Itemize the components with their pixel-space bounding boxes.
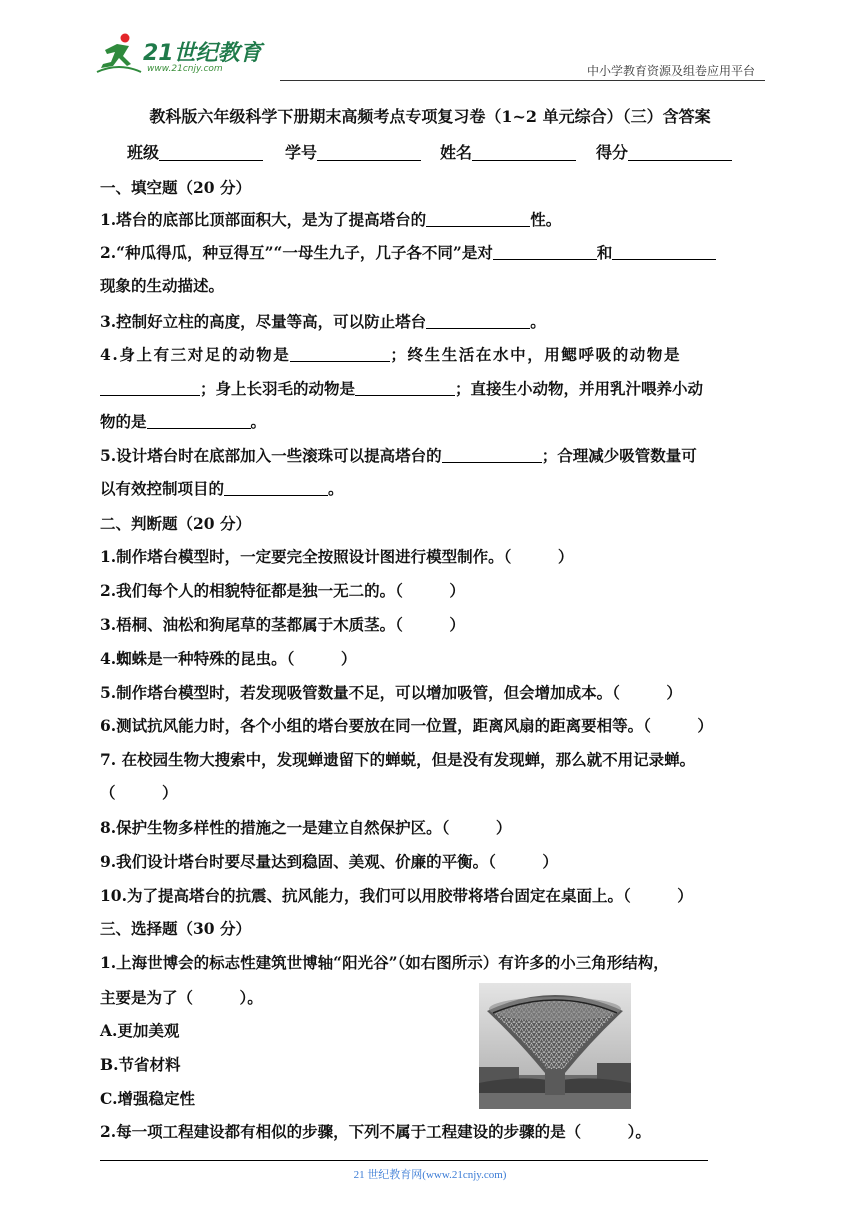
section-heading-fill: 一、填空题（20 分）	[100, 178, 251, 197]
score-field[interactable]	[596, 140, 732, 163]
fill-question-4-end	[100, 410, 266, 432]
fill-question-1	[100, 208, 561, 230]
answer-blank[interactable]	[426, 313, 530, 329]
question-text: 。	[530, 312, 546, 331]
class-blank[interactable]	[159, 144, 263, 161]
answer-blank[interactable]	[147, 413, 251, 429]
site-logo	[95, 30, 275, 78]
choice-question-1: 1.上海世博会的标志性建筑世博轴“阳光谷”（如右图所示）有许多的小三角形结构，	[100, 953, 669, 972]
name-blank[interactable]	[472, 144, 576, 161]
answer-blank[interactable]	[493, 244, 597, 260]
choice-question-2: 2.每一项工程建设都有相似的步骤，下列不属于工程建设的步骤的是（ ）。	[100, 1122, 651, 1141]
question-text: ；身上长羽毛的动物是	[200, 379, 356, 398]
judge-question-10: 10.为了提高塔台的抗震、抗风能力，我们可以用胶带将塔台固定在桌面上。（ ）	[100, 886, 693, 905]
score-blank[interactable]	[628, 144, 732, 161]
sun-valley-photo	[479, 983, 631, 1109]
question-text: 。	[250, 412, 267, 431]
fill-question-2	[100, 241, 716, 263]
choice-option-c[interactable]: C.增强稳定性	[100, 1089, 195, 1108]
name-field[interactable]	[440, 140, 576, 163]
footer-divider	[100, 1160, 708, 1161]
student-id-blank[interactable]	[317, 144, 421, 161]
choice-option-a[interactable]: A.更加美观	[100, 1021, 180, 1040]
logo-url-text: www.21cnjy.com	[147, 64, 223, 74]
section-heading-judge: 二、判断题（20 分）	[100, 514, 251, 533]
question-text: 以有效控制项目的	[100, 479, 225, 498]
class-label: 班级	[127, 143, 160, 162]
runner-logo-icon	[95, 32, 143, 76]
question-text: 2.“种瓜得瓜，种豆得互”“一母生九子，几子各不同”是对	[100, 243, 493, 262]
sun-valley-structure-icon	[479, 983, 631, 1109]
header-divider	[280, 80, 765, 81]
class-field[interactable]	[127, 140, 263, 163]
logo-brand-text: 21世纪教育	[143, 41, 262, 66]
answer-blank[interactable]	[290, 346, 390, 362]
judge-question-8: 8.保护生物多样性的措施之一是建立自然保护区。（ ）	[100, 818, 512, 837]
answer-blank[interactable]	[426, 211, 530, 227]
score-label: 得分	[596, 143, 629, 162]
answer-blank[interactable]	[612, 244, 716, 260]
judge-question-7-cont: （ ）	[100, 783, 178, 802]
fill-question-4	[100, 343, 681, 365]
question-text: 5.设计塔台时在底部加入一些滚珠可以提高塔台的	[100, 446, 442, 465]
choice-question-1-cont: 主要是为了（ ）。	[100, 988, 263, 1007]
judge-question-2: 2.我们每个人的相貌特征都是独一无二的。（ ）	[100, 581, 465, 600]
question-text: 。	[328, 479, 344, 498]
section-heading-choice: 三、选择题（30 分）	[100, 919, 251, 938]
page-header	[95, 30, 765, 80]
fill-question-3	[100, 310, 546, 332]
fill-question-4-cont	[100, 377, 703, 399]
judge-question-6: 6.测试抗风能力时，各个小组的塔台要放在同一位置，距离风扇的距离要相等。（ ）	[100, 716, 713, 735]
question-text: ；合理减少吸管数量可	[541, 446, 697, 465]
judge-question-5: 5.制作塔台模型时，若发现吸管数量不足，可以增加吸管，但会增加成本。（ ）	[100, 683, 682, 702]
answer-blank[interactable]	[100, 380, 200, 396]
student-id-label: 学号	[285, 143, 318, 162]
footer-source[interactable]: 21 世纪教育网(www.21cnjy.com)	[353, 1169, 507, 1181]
answer-blank[interactable]	[224, 480, 328, 496]
choice-option-b[interactable]: B.节省材料	[100, 1055, 181, 1074]
judge-question-3: 3.梧桐、油松和狗尾草的茎都属于木质茎。（ ）	[100, 615, 465, 634]
answer-blank[interactable]	[442, 447, 542, 463]
page-title: 教科版六年级科学下册期末高频考点专项复习卷（1~2 单元综合）（三）含答案	[149, 107, 711, 126]
question-text: 1.塔台的底部比顶部面积大，是为了提高塔台的	[100, 210, 427, 229]
judge-question-7: 7. 在校园生物大搜索中，发现蝉遗留下的蝉蜕，但是没有发现蝉，那么就不用记录蝉。	[100, 750, 696, 769]
fill-question-5	[100, 444, 697, 466]
student-id-field[interactable]	[285, 140, 421, 163]
fill-question-2-cont: 现象的生动描述。	[100, 276, 225, 295]
question-text: ；终生生活在水中，用鳃呼吸的动物是	[390, 345, 682, 364]
question-text: 和	[596, 243, 613, 262]
question-text: 4.身上有三对足的动物是	[100, 345, 291, 364]
question-text: 物的是	[100, 412, 147, 431]
judge-question-4: 4.蜘蛛是一种特殊的昆虫。（ ）	[100, 649, 357, 668]
question-text: 性。	[530, 210, 562, 229]
fill-question-5-cont	[100, 477, 344, 499]
platform-tagline: 中小学教育资源及组卷应用平台	[586, 64, 755, 78]
answer-blank[interactable]	[355, 380, 455, 396]
judge-question-9: 9.我们设计塔台时要尽量达到稳固、美观、价廉的平衡。（ ）	[100, 852, 558, 871]
question-text: 3.控制好立柱的高度，尽量等高，可以防止塔台	[100, 312, 427, 331]
judge-question-1: 1.制作塔台模型时，一定要完全按照设计图进行模型制作。（ ）	[100, 547, 574, 566]
name-label: 姓名	[440, 143, 473, 162]
question-text: ；直接生小动物，并用乳汁喂养小动	[455, 379, 704, 398]
